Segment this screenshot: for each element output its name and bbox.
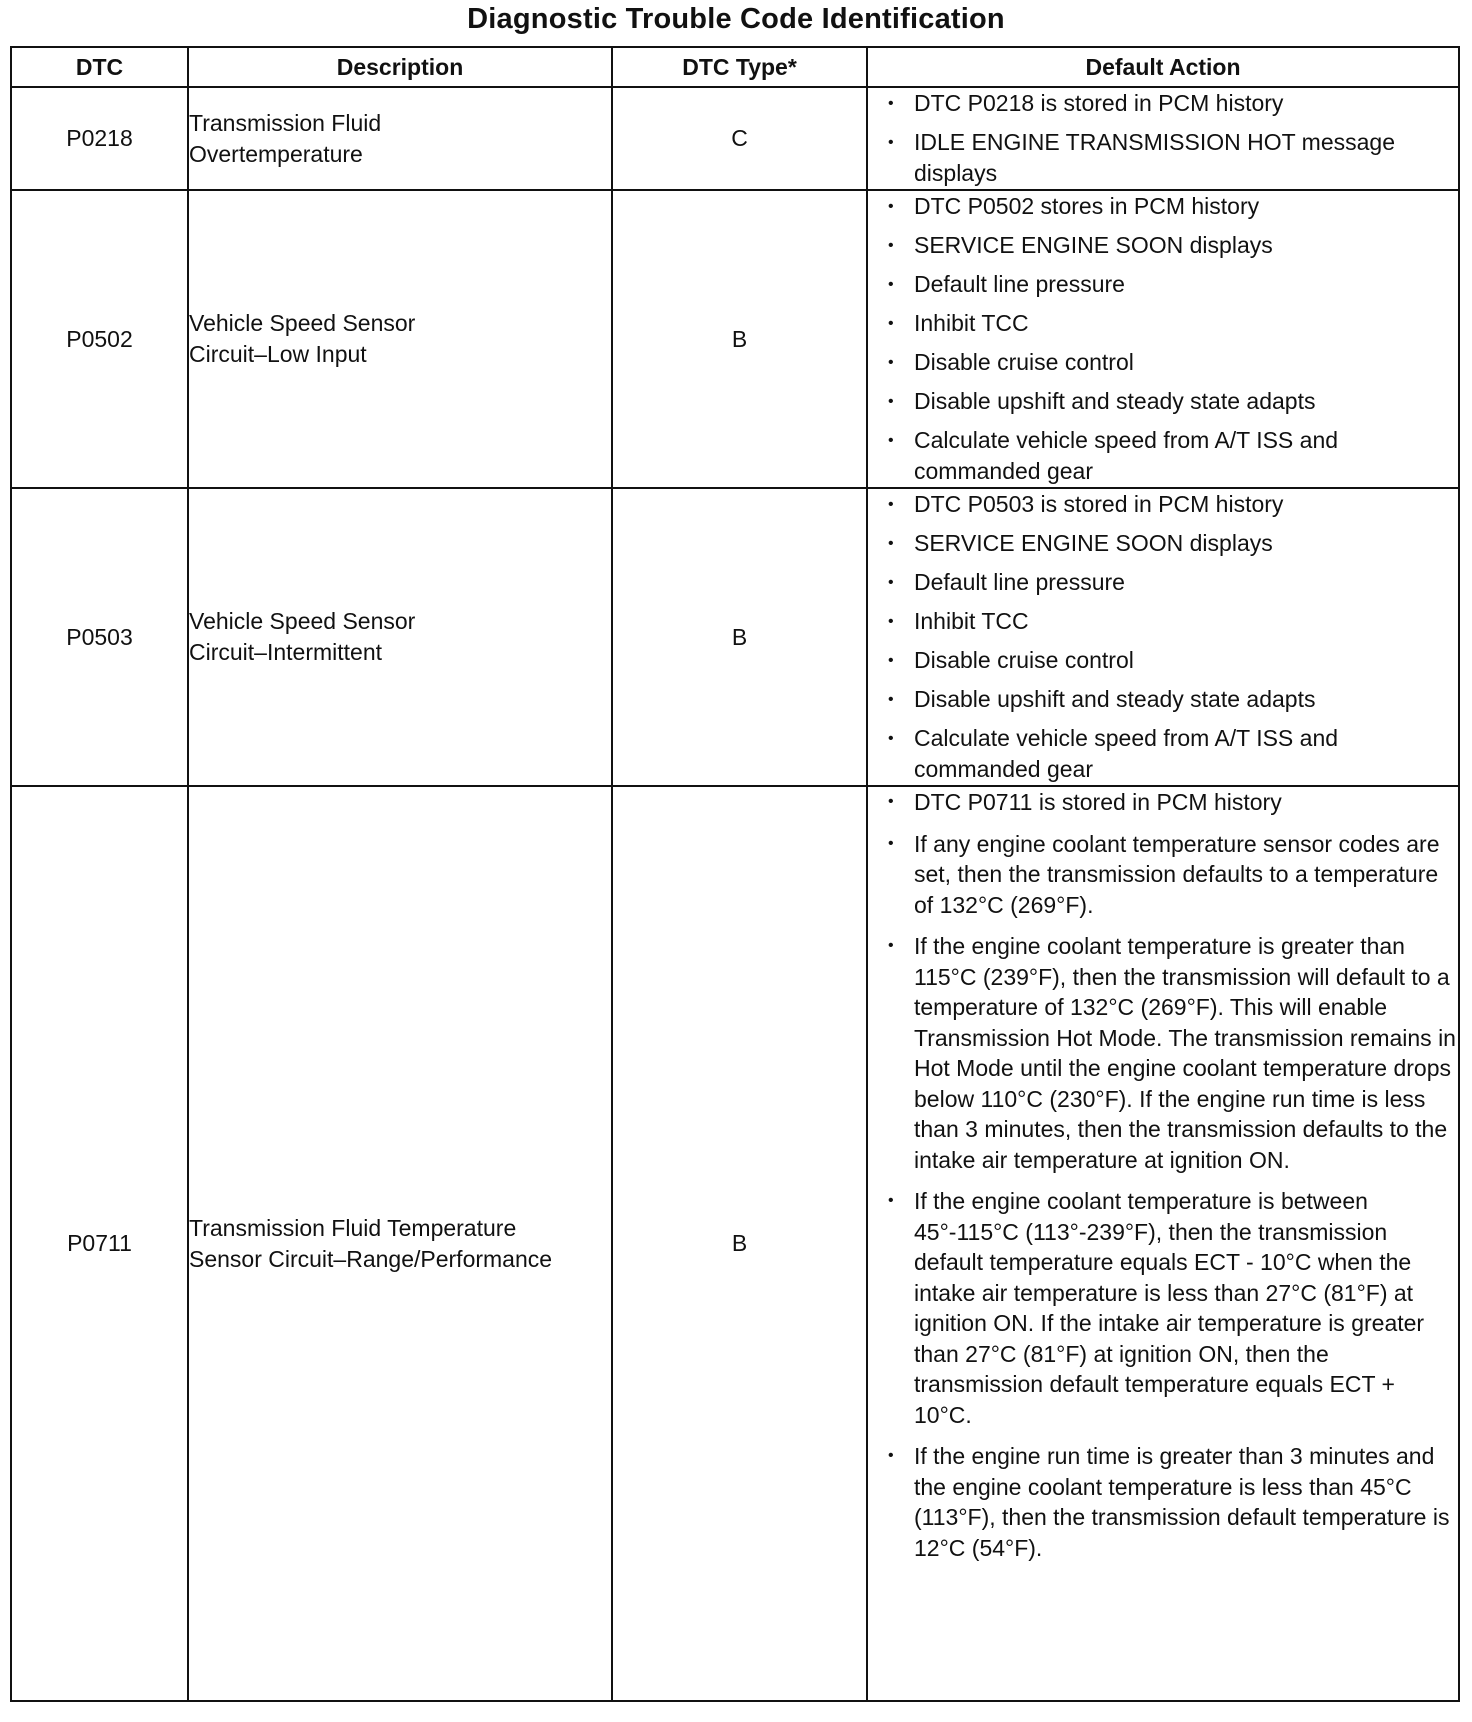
- action-item: • Disable cruise control: [868, 645, 1458, 676]
- dtc-type: C: [612, 87, 867, 190]
- description-line: Overtemperature: [189, 140, 363, 167]
- dtc-description: [188, 190, 612, 488]
- table-row: [11, 190, 1459, 488]
- description-line: Vehicle Speed Sensor: [189, 608, 416, 634]
- action-item: • If the engine coolant temperature is between 45°-115°C (113°-239°F), then the transmission default temperature equals ECT - 10°C when the intake air temperature is less than 27°C (81°F) at ignition ON. If the intake air temperature is greater than 27°C (81°F) at ignition ON, then the transmission default temperature equals ECT + 10°C.: [868, 1186, 1458, 1430]
- dtc-description: [188, 786, 612, 1701]
- page-title: Diagnostic Trouble Code Identification: [467, 3, 1005, 35]
- action-item: • Calculate vehicle speed from A/T ISS and commanded gear: [868, 723, 1458, 785]
- header-dtc-type: DTC Type*: [612, 47, 867, 87]
- header-dtc: DTC: [11, 47, 188, 87]
- dtc-code: P0502: [11, 190, 188, 488]
- action-item: • Default line pressure: [868, 269, 1458, 300]
- dtc-type: B: [612, 190, 867, 488]
- dtc-description: [188, 87, 612, 190]
- dtc-table: [10, 46, 1460, 1702]
- default-action-list: [868, 489, 1458, 785]
- default-action-cell: [867, 87, 1459, 190]
- dtc-code: P0711: [11, 786, 188, 1701]
- action-item: • DTC P0711 is stored in PCM history: [868, 787, 1458, 818]
- default-action-cell: [867, 190, 1459, 488]
- dtc-description: [188, 488, 612, 786]
- default-action-list: [868, 88, 1458, 189]
- dtc-type: B: [612, 786, 867, 1701]
- dtc-code: P0218: [11, 87, 188, 190]
- action-item: • SERVICE ENGINE SOON displays: [868, 528, 1458, 559]
- action-item: • Inhibit TCC: [868, 308, 1458, 339]
- action-item: • Disable cruise control: [868, 347, 1458, 378]
- action-item: • Disable upshift and steady state adapts: [868, 684, 1458, 715]
- action-item: • DTC P0503 is stored in PCM history: [868, 489, 1458, 520]
- description-line: Circuit–Low Input: [189, 341, 367, 367]
- action-item: • Default line pressure: [868, 567, 1458, 598]
- header-default-action: Default Action: [867, 47, 1459, 87]
- description-line: Sensor Circuit–Range/Performance: [189, 1245, 553, 1272]
- description-line: Vehicle Speed Sensor: [189, 310, 416, 336]
- action-item: • SERVICE ENGINE SOON displays: [868, 230, 1458, 261]
- description-line: Circuit–Intermittent: [189, 639, 383, 665]
- dtc-type: B: [612, 488, 867, 786]
- default-action-cell: [867, 786, 1459, 1701]
- action-item: • DTC P0502 stores in PCM history: [868, 191, 1458, 222]
- action-item: • DTC P0218 is stored in PCM history: [868, 88, 1458, 119]
- description-line: Transmission Fluid Temperature: [189, 1214, 517, 1241]
- table-header-row: [11, 47, 1459, 87]
- action-item: • Inhibit TCC: [868, 606, 1458, 637]
- default-action-cell: [867, 488, 1459, 786]
- action-item: • IDLE ENGINE TRANSMISSION HOT message displays: [868, 127, 1458, 189]
- default-action-list: [868, 191, 1458, 487]
- action-item: • If the engine coolant temperature is greater than 115°C (239°F), then the transmission will default to a temperature of 132°C (269°F). This will enable Transmission Hot Mode. The transmission remains in Hot Mode until the engine coolant temperature drops below 110°C (230°F). If the engine run time is less than 3 minutes, then the transmission defaults to the intake air temperature at ignition ON.: [868, 931, 1458, 1175]
- action-item: • If the engine run time is greater than 3 minutes and the engine coolant temperature is less than 45°C (113°F), then the transmission default temperature is 12°C (54°F).: [868, 1441, 1458, 1563]
- action-item: • Disable upshift and steady state adapts: [868, 386, 1458, 417]
- table-row: [11, 87, 1459, 190]
- action-item: • If any engine coolant temperature sensor codes are set, then the transmission defaults to a temperature of 132°C (269°F).: [868, 829, 1458, 921]
- header-description: Description: [188, 47, 612, 87]
- dtc-code: P0503: [11, 488, 188, 786]
- table-row: [11, 786, 1459, 1701]
- description-line: Transmission Fluid: [189, 109, 382, 136]
- default-action-list: [868, 787, 1458, 1563]
- action-item: • Calculate vehicle speed from A/T ISS and commanded gear: [868, 425, 1458, 487]
- table-row: [11, 488, 1459, 786]
